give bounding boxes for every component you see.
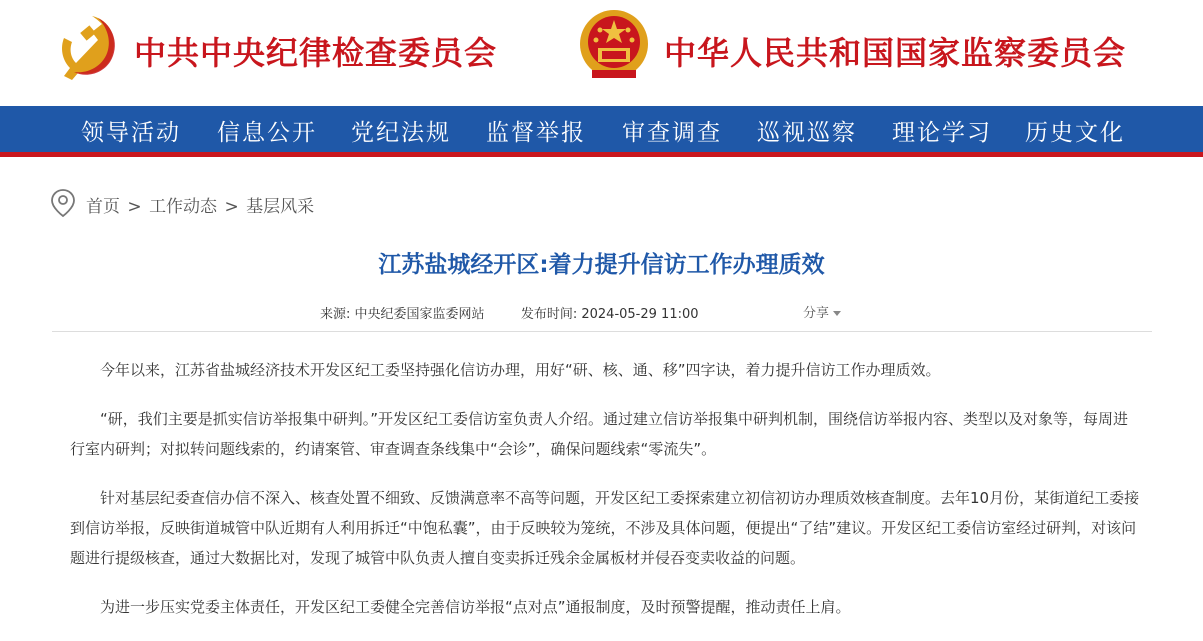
nav-item-supervision-report[interactable]: 监督举报 xyxy=(486,120,586,146)
meta-divider xyxy=(52,331,1152,332)
publish-time-label: 发布时间: xyxy=(520,307,578,322)
nav-item-inspection[interactable]: 巡视巡察 xyxy=(757,120,857,146)
article-paragraph: 今年以来，江苏省盐城经济技术开发区纪工委坚持强化信访办理，用好“研、核、通、移”四字诀，着力提升信访工作办理质效。 xyxy=(100,361,941,379)
party-emblem-icon xyxy=(52,10,122,82)
site-title-nsc[interactable]: 中华人民共和国国家监察委员会 xyxy=(664,34,1127,72)
article-paragraph: 针对基层纪委查信办信不深入、核查处置不细致、反馈满意率不高等问题，开发区纪工委探索建立初信初访办理质效核查制度。去年10月份，某街道纪工委接到信访举报，反映街道城管中队近期有人利用拆迁“中饱私囊”，由于反映较为笼统，不涉及具体问题，便提出“了结”建议。开发区纪工委信访室经过研判，对该问题进行提级核查，通过大数据比对，发现了城管中队负责人擅自变卖拆迁残余金属板材并侵吞变卖收益的问题。 xyxy=(70,489,1140,567)
nav-item-info-disclosure[interactable]: 信息公开 xyxy=(217,120,317,146)
share-button[interactable] xyxy=(803,302,841,321)
breadcrumb-separator: > xyxy=(224,197,239,217)
source-label: 来源: xyxy=(320,307,351,322)
national-emblem-icon xyxy=(578,8,650,84)
nav-item-history-culture[interactable]: 历史文化 xyxy=(1025,120,1125,146)
nav-item-theory-study[interactable]: 理论学习 xyxy=(892,120,992,146)
article-paragraph: “研，我们主要是抓实信访举报集中研判。”开发区纪工委信访室负责人介绍。通过建立信访举报集中研判机制，围绕信访举报内容、类型以及对象等，每周进行室内研判；对拟转问题线索的，约请案管、审查调查条线集中“会诊”，确保问题线索“零流失”。 xyxy=(70,410,1129,458)
site-header xyxy=(0,0,1203,106)
breadcrumb-separator: > xyxy=(127,197,142,217)
breadcrumb-grassroots[interactable]: 基层风采 xyxy=(246,197,315,217)
site-title-ccdi[interactable]: 中共中央纪律检查委员会 xyxy=(134,34,498,72)
breadcrumb-work-news[interactable]: 工作动态 xyxy=(149,197,218,217)
share-label: 分享 xyxy=(803,306,830,321)
chevron-down-icon xyxy=(833,311,841,316)
nav-item-investigation[interactable]: 审查调查 xyxy=(622,120,722,146)
nav-item-leadership[interactable]: 领导活动 xyxy=(81,120,181,146)
location-pin-icon xyxy=(50,188,76,218)
article-meta xyxy=(320,303,699,322)
article-body xyxy=(70,355,1142,641)
article-title: 江苏盐城经开区:着力提升信访工作办理质效 xyxy=(378,252,825,278)
nav-item-party-regulations[interactable]: 党纪法规 xyxy=(351,120,451,146)
main-nav xyxy=(0,106,1203,152)
publish-time-value: 2024-05-29 11:00 xyxy=(581,307,699,322)
article-paragraph: 为进一步压实党委主体责任，开发区纪工委健全完善信访举报“点对点”通报制度，及时预警提醒，推动责任上肩。 xyxy=(100,598,851,616)
nav-accent-bar xyxy=(0,152,1203,157)
source-value: 中央纪委国家监委网站 xyxy=(354,307,485,322)
breadcrumb-home[interactable]: 首页 xyxy=(86,197,120,217)
